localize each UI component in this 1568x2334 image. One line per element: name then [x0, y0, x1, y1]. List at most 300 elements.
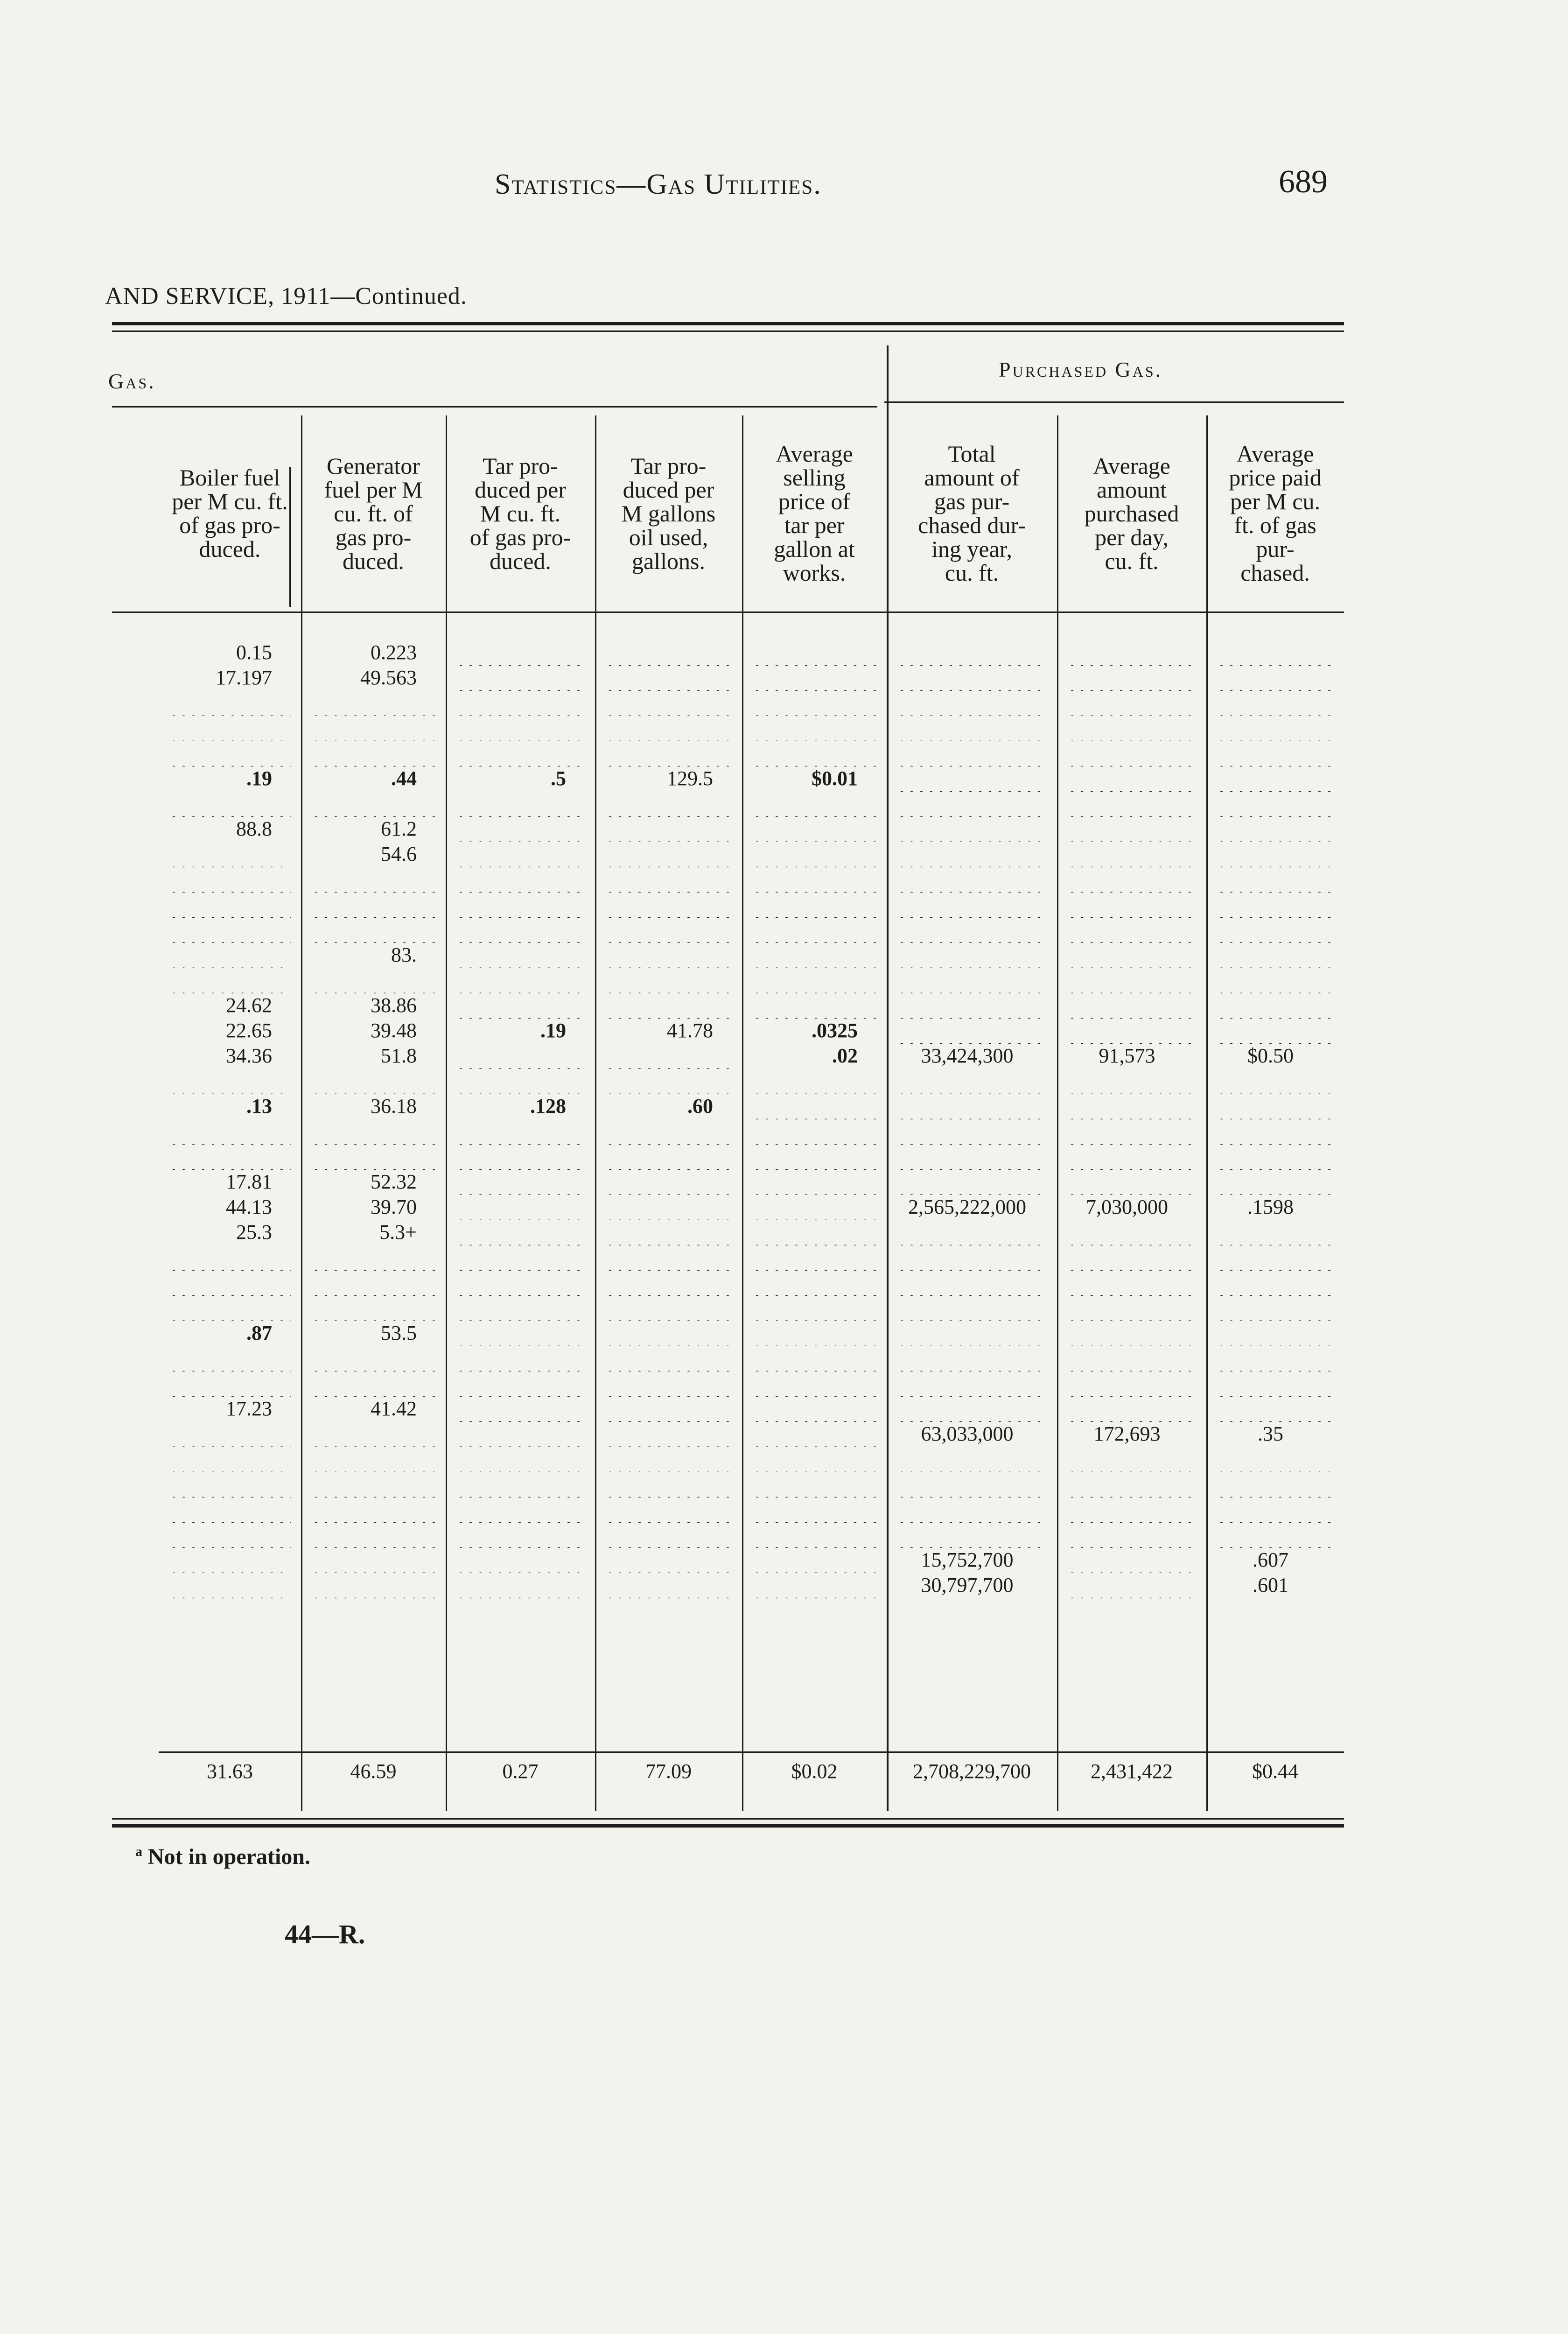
leader-dots — [752, 1194, 876, 1220]
table-cell: 38.86 — [371, 994, 417, 1017]
table-cell: 91,573 — [1099, 1044, 1155, 1067]
leader-dots — [897, 942, 1047, 968]
leader-dots — [456, 1144, 585, 1170]
leader-dots — [169, 1497, 291, 1523]
leader-dots — [311, 1144, 435, 1170]
leader-dots — [311, 791, 435, 817]
table-cell: .19 — [246, 767, 272, 790]
leader-dots — [1067, 1471, 1196, 1497]
table-cell: 39.70 — [371, 1195, 417, 1218]
leader-dots — [1067, 1497, 1196, 1523]
table-cell: 34.36 — [226, 1044, 272, 1067]
leader-dots — [456, 866, 585, 893]
leader-dots — [456, 1118, 585, 1145]
leader-dots — [1067, 866, 1196, 893]
table-cell: 51.8 — [381, 1044, 417, 1067]
leader-dots — [752, 1320, 876, 1346]
leader-dots — [169, 1572, 291, 1598]
leader-dots — [311, 1421, 435, 1447]
leader-dots — [1067, 1144, 1196, 1170]
table-cell: 17.197 — [216, 666, 272, 689]
table-cell: 41.42 — [371, 1397, 417, 1420]
top-rule-thin — [112, 330, 1344, 332]
leader-dots — [752, 640, 876, 666]
leader-dots — [1067, 892, 1196, 918]
leader-dots — [605, 967, 732, 993]
running-head: Statistics—Gas Utilities. — [495, 169, 822, 200]
column-header: Boiler fuel per M cu. ft. of gas pro- duced. — [172, 464, 288, 562]
leader-dots — [605, 1446, 732, 1472]
leader-dots — [752, 1118, 876, 1145]
leader-dots — [311, 917, 435, 943]
leader-dots — [605, 1345, 732, 1371]
leader-dots — [752, 1572, 876, 1598]
table-cell: 88.8 — [236, 817, 272, 840]
table-cell: 33,424,300 — [921, 1044, 1014, 1067]
leader-dots — [605, 1118, 732, 1145]
table-cell: .128 — [530, 1095, 566, 1118]
leader-dots — [605, 1270, 732, 1296]
leader-dots — [456, 992, 585, 1019]
leader-dots — [311, 1497, 435, 1523]
leader-dots — [311, 1446, 435, 1472]
bottom-rule-thin — [112, 1818, 1344, 1820]
leader-dots — [752, 665, 876, 691]
group-label-gas: Gas. — [108, 369, 156, 393]
leader-dots — [752, 1169, 876, 1195]
leader-dots — [752, 1396, 876, 1422]
leader-dots — [169, 1270, 291, 1296]
leader-dots — [1217, 715, 1334, 741]
leader-dots — [1217, 1497, 1334, 1523]
leader-dots — [456, 917, 585, 943]
leader-dots — [1217, 1396, 1334, 1422]
leader-dots — [605, 1522, 732, 1548]
leader-dots — [456, 841, 585, 867]
leader-dots — [1067, 665, 1196, 691]
leader-dots — [169, 791, 291, 817]
leader-dots — [1067, 1320, 1196, 1346]
leader-dots — [1217, 841, 1334, 867]
leader-dots — [311, 892, 435, 918]
table-cell: 53.5 — [381, 1322, 417, 1344]
leader-dots — [456, 1497, 585, 1523]
leader-dots — [456, 1547, 585, 1573]
table-cell: .87 — [246, 1322, 272, 1344]
leader-dots — [752, 967, 876, 993]
leader-dots — [752, 1547, 876, 1573]
leader-dots — [605, 1068, 732, 1094]
leader-dots — [1217, 992, 1334, 1019]
table-cell: 172,693 — [1093, 1422, 1161, 1445]
leader-dots — [1217, 917, 1334, 943]
leader-dots — [752, 1522, 876, 1548]
top-rule-thick — [112, 322, 1344, 325]
table-cell: 5.3+ — [379, 1221, 417, 1244]
leader-dots — [897, 665, 1047, 691]
leader-dots — [752, 816, 876, 842]
leader-dots — [1067, 1446, 1196, 1472]
leader-dots — [456, 740, 585, 766]
leader-dots — [752, 1446, 876, 1472]
leader-dots — [1217, 967, 1334, 993]
table-cell: 41.78 — [667, 1019, 713, 1042]
leader-dots — [1067, 640, 1196, 666]
table-cell: 2,565,222,000 — [908, 1195, 1026, 1218]
table-cell: .13 — [246, 1095, 272, 1118]
table-cell: $0.50 — [1247, 1044, 1294, 1067]
header-rule — [112, 612, 1344, 613]
leader-dots — [311, 1118, 435, 1145]
leader-dots — [1217, 640, 1334, 666]
leader-dots — [169, 942, 291, 968]
leader-dots — [897, 1295, 1047, 1321]
leader-dots — [311, 715, 435, 741]
leader-dots — [897, 740, 1047, 766]
leader-dots — [897, 992, 1047, 1019]
leader-dots — [897, 1371, 1047, 1397]
leader-dots — [1067, 1295, 1196, 1321]
leader-dots — [897, 1345, 1047, 1371]
leader-dots — [1067, 1547, 1196, 1573]
table-cell: 44.13 — [226, 1195, 272, 1218]
leader-dots — [605, 1194, 732, 1220]
table-cell: .5 — [551, 767, 566, 790]
leader-dots — [1067, 942, 1196, 968]
total-cell: 0.27 — [502, 1760, 539, 1783]
purchased-group-rule — [884, 401, 1344, 403]
leader-dots — [1217, 1093, 1334, 1119]
leader-dots — [456, 942, 585, 968]
leader-dots — [752, 1068, 876, 1094]
totals-rule — [159, 1751, 1344, 1753]
table-cell: .0325 — [812, 1019, 858, 1042]
leader-dots — [1067, 766, 1196, 792]
leader-dots — [169, 1118, 291, 1145]
leader-dots — [169, 892, 291, 918]
leader-dots — [752, 1421, 876, 1447]
leader-dots — [169, 841, 291, 867]
table-cell: 63,033,000 — [921, 1422, 1014, 1445]
leader-dots — [897, 917, 1047, 943]
leader-dots — [1217, 1371, 1334, 1397]
bottom-rule-thick — [112, 1824, 1344, 1828]
total-cell: 2,708,229,700 — [913, 1760, 1031, 1783]
leader-dots — [605, 640, 732, 666]
header-left-rule — [289, 467, 291, 607]
leader-dots — [752, 1497, 876, 1523]
leader-dots — [605, 1043, 732, 1069]
leader-dots — [456, 791, 585, 817]
leader-dots — [897, 1270, 1047, 1296]
leader-dots — [1217, 740, 1334, 766]
leader-dots — [605, 841, 732, 867]
leader-dots — [169, 1522, 291, 1548]
gas-group-rule — [112, 406, 877, 408]
column-divider — [595, 415, 596, 1811]
total-cell: $0.02 — [791, 1760, 838, 1783]
leader-dots — [752, 1270, 876, 1296]
leader-dots — [1217, 1345, 1334, 1371]
continued-title: AND SERVICE, 1911—Continued. — [105, 283, 467, 309]
leader-dots — [1217, 1144, 1334, 1170]
column-divider — [742, 415, 743, 1811]
footnote-marker: a — [135, 1844, 142, 1859]
table-cell: 22.65 — [226, 1019, 272, 1042]
leader-dots — [311, 1244, 435, 1271]
leader-dots — [456, 1345, 585, 1371]
leader-dots — [1217, 1244, 1334, 1271]
leader-dots — [456, 967, 585, 993]
footnote — [135, 1844, 310, 1870]
leader-dots — [456, 1244, 585, 1271]
column-header: Tar pro- duced per M gallons oil used, gallons. — [621, 452, 716, 574]
leader-dots — [169, 1421, 291, 1447]
leader-dots — [897, 816, 1047, 842]
leader-dots — [1217, 1068, 1334, 1094]
leader-dots — [1217, 1522, 1334, 1548]
total-cell: 46.59 — [350, 1760, 397, 1783]
leader-dots — [1217, 766, 1334, 792]
leader-dots — [456, 1471, 585, 1497]
leader-dots — [897, 1093, 1047, 1119]
table-cell: 0.223 — [371, 641, 417, 664]
leader-dots — [1067, 841, 1196, 867]
leader-dots — [897, 715, 1047, 741]
table-cell: 129.5 — [667, 767, 713, 790]
leader-dots — [897, 1219, 1047, 1245]
leader-dots — [456, 1421, 585, 1447]
leader-dots — [752, 992, 876, 1019]
table-cell: .60 — [687, 1095, 713, 1118]
table-cell: 24.62 — [226, 994, 272, 1017]
page-number: 689 — [1279, 164, 1328, 200]
leader-dots — [456, 640, 585, 666]
leader-dots — [311, 866, 435, 893]
leader-dots — [1067, 1169, 1196, 1195]
leader-dots — [1067, 1018, 1196, 1044]
leader-dots — [311, 1547, 435, 1573]
total-cell: $0.44 — [1252, 1760, 1298, 1783]
leader-dots — [456, 816, 585, 842]
leader-dots — [605, 1244, 732, 1271]
table-cell: 83. — [391, 943, 417, 966]
leader-dots — [311, 1371, 435, 1397]
leader-dots — [456, 892, 585, 918]
leader-dots — [311, 1345, 435, 1371]
leader-dots — [169, 1345, 291, 1371]
leader-dots — [1067, 967, 1196, 993]
leader-dots — [456, 1396, 585, 1422]
table-cell: 36.18 — [371, 1095, 417, 1118]
leader-dots — [456, 1194, 585, 1220]
leader-dots — [897, 640, 1047, 666]
table-cell: .35 — [1258, 1422, 1283, 1445]
leader-dots — [169, 917, 291, 943]
table-cell: 52.32 — [371, 1170, 417, 1193]
table-cell: .19 — [540, 1019, 566, 1042]
leader-dots — [1067, 740, 1196, 766]
leader-dots — [897, 791, 1047, 817]
leader-dots — [605, 942, 732, 968]
leader-dots — [752, 1471, 876, 1497]
leader-dots — [1067, 1068, 1196, 1094]
table-cell: 25.3 — [236, 1221, 272, 1244]
leader-dots — [456, 1043, 585, 1069]
column-divider — [1206, 415, 1208, 1811]
leader-dots — [456, 690, 585, 716]
table-cell: .1598 — [1247, 1195, 1294, 1218]
leader-dots — [897, 1320, 1047, 1346]
column-header: Tar pro- duced per M cu. ft. of gas pro- duced. — [469, 452, 571, 574]
leader-dots — [169, 1244, 291, 1271]
leader-dots — [456, 1219, 585, 1245]
leader-dots — [605, 690, 732, 716]
leader-dots — [1067, 715, 1196, 741]
leader-dots — [1217, 1219, 1334, 1245]
leader-dots — [752, 841, 876, 867]
table-cell: .607 — [1253, 1548, 1288, 1571]
leader-dots — [1067, 791, 1196, 817]
total-cell: 31.63 — [207, 1760, 253, 1783]
leader-dots — [169, 1446, 291, 1472]
leader-dots — [605, 1572, 732, 1598]
leader-dots — [456, 665, 585, 691]
leader-dots — [169, 1295, 291, 1321]
column-header: Total amount of gas pur- chased dur- ing year, cu. ft. — [918, 441, 1026, 586]
leader-dots — [311, 740, 435, 766]
leader-dots — [169, 1547, 291, 1573]
leader-dots — [605, 1421, 732, 1447]
leader-dots — [456, 715, 585, 741]
table-cell: 17.23 — [226, 1397, 272, 1420]
leader-dots — [456, 1295, 585, 1321]
group-label-purchased-gas: Purchased Gas. — [999, 358, 1163, 381]
leader-dots — [1067, 816, 1196, 842]
table-cell: 54.6 — [381, 843, 417, 865]
leader-dots — [752, 1371, 876, 1397]
leader-dots — [169, 1371, 291, 1397]
table-cell: .02 — [832, 1044, 858, 1067]
leader-dots — [897, 1396, 1047, 1422]
leader-dots — [605, 715, 732, 741]
leader-dots — [456, 1522, 585, 1548]
leader-dots — [311, 1068, 435, 1094]
leader-dots — [1067, 992, 1196, 1019]
signature: 44—R. — [285, 1919, 365, 1949]
table-cell: 49.563 — [360, 666, 417, 689]
leader-dots — [1217, 1169, 1334, 1195]
leader-dots — [752, 1144, 876, 1170]
leader-dots — [456, 1320, 585, 1346]
leader-dots — [605, 1320, 732, 1346]
leader-dots — [752, 1345, 876, 1371]
leader-dots — [456, 1371, 585, 1397]
leader-dots — [897, 1144, 1047, 1170]
leader-dots — [456, 1169, 585, 1195]
leader-dots — [752, 917, 876, 943]
leader-dots — [1067, 1396, 1196, 1422]
leader-dots — [1217, 1270, 1334, 1296]
leader-dots — [605, 1169, 732, 1195]
leader-dots — [1217, 690, 1334, 716]
leader-dots — [605, 1144, 732, 1170]
leader-dots — [311, 1471, 435, 1497]
table-cell: 15,752,700 — [921, 1548, 1014, 1571]
leader-dots — [897, 1497, 1047, 1523]
total-cell: 77.09 — [645, 1760, 692, 1783]
table-cell: 61.2 — [381, 817, 417, 840]
leader-dots — [897, 866, 1047, 893]
leader-dots — [752, 942, 876, 968]
leader-dots — [456, 1446, 585, 1472]
leader-dots — [169, 690, 291, 716]
table-cell: 17.81 — [226, 1170, 272, 1193]
leader-dots — [897, 841, 1047, 867]
table-cell: .44 — [391, 767, 417, 790]
leader-dots — [605, 1471, 732, 1497]
leader-dots — [605, 992, 732, 1019]
leader-dots — [311, 967, 435, 993]
leader-dots — [169, 1068, 291, 1094]
leader-dots — [311, 1295, 435, 1321]
leader-dots — [1067, 1371, 1196, 1397]
column-header: Average selling price of tar per gallon at works. — [774, 441, 855, 586]
column-divider — [446, 415, 447, 1811]
leader-dots — [752, 740, 876, 766]
leader-dots — [1217, 1446, 1334, 1472]
column-header: Average amount purchased per day, cu. ft. — [1084, 452, 1179, 574]
total-cell: 2,431,422 — [1091, 1760, 1173, 1783]
leader-dots — [605, 1497, 732, 1523]
table-cell: 7,030,000 — [1086, 1195, 1168, 1218]
leader-dots — [605, 917, 732, 943]
column-divider — [1057, 415, 1058, 1811]
leader-dots — [169, 866, 291, 893]
leader-dots — [897, 1118, 1047, 1145]
leader-dots — [897, 892, 1047, 918]
leader-dots — [605, 665, 732, 691]
leader-dots — [752, 866, 876, 893]
leader-dots — [897, 1522, 1047, 1548]
table-cell: 0.15 — [236, 641, 272, 664]
leader-dots — [1067, 690, 1196, 716]
leader-dots — [1217, 1295, 1334, 1321]
leader-dots — [897, 690, 1047, 716]
leader-dots — [605, 1219, 732, 1245]
leader-dots — [752, 1219, 876, 1245]
leader-dots — [1217, 1320, 1334, 1346]
leader-dots — [169, 967, 291, 993]
column-divider — [301, 415, 302, 1811]
leader-dots — [169, 715, 291, 741]
leader-dots — [1067, 1522, 1196, 1548]
leader-dots — [1067, 1244, 1196, 1271]
leader-dots — [897, 967, 1047, 993]
leader-dots — [1067, 1572, 1196, 1598]
table-cell: $0.01 — [812, 767, 858, 790]
leader-dots — [1067, 1345, 1196, 1371]
leader-dots — [605, 1396, 732, 1422]
leader-dots — [1217, 892, 1334, 918]
leader-dots — [605, 892, 732, 918]
leader-dots — [1217, 665, 1334, 691]
leader-dots — [169, 1471, 291, 1497]
leader-dots — [1067, 1270, 1196, 1296]
table-cell: .601 — [1253, 1574, 1288, 1596]
table-cell: 39.48 — [371, 1019, 417, 1042]
leader-dots — [605, 1295, 732, 1321]
